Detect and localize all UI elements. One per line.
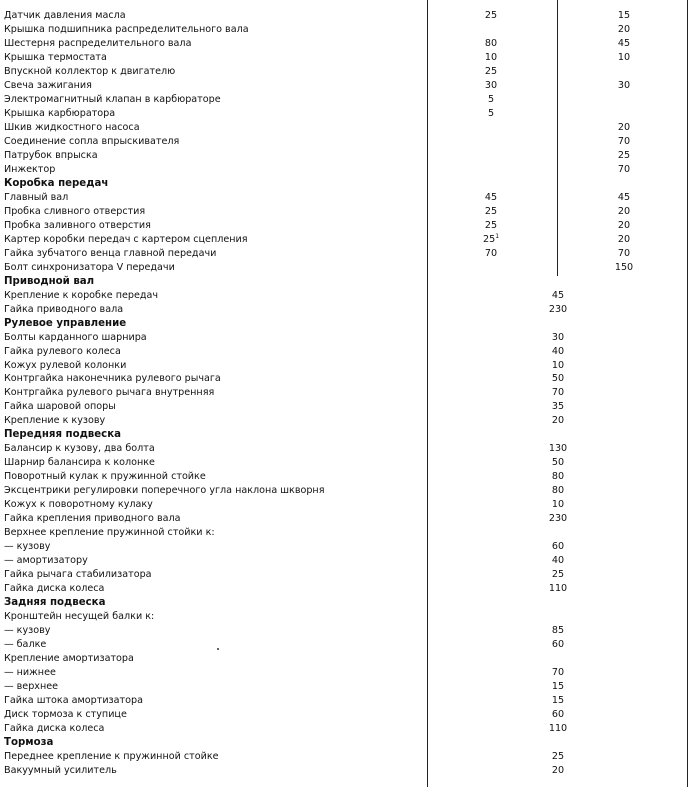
row-label: Крышка термостата: [4, 51, 107, 63]
row-label: Переднее крепление к пружинной стойке: [4, 750, 219, 762]
table-row: [0, 652, 690, 666]
row-label: Контргайка наконечника рулевого рычага: [4, 373, 221, 385]
value-col-1: 30: [484, 79, 498, 91]
section-header: [0, 317, 690, 331]
section-header: [0, 177, 690, 191]
value-merged: 25: [551, 750, 565, 762]
table-row: [0, 400, 690, 414]
value-col-2: 30: [617, 79, 631, 91]
table-row: [0, 9, 690, 23]
value-col-1: $25^1$: [482, 232, 500, 245]
table-row: [0, 65, 690, 79]
section-header: [0, 736, 690, 750]
value-col-2: 70: [617, 163, 631, 175]
section-header: [0, 428, 690, 442]
row-label: Шарнир балансира к колонке: [4, 457, 155, 469]
row-label: Инжектор: [4, 163, 56, 175]
row-label: Соединение сопла впрыскивателя: [4, 135, 180, 147]
row-label: — верхнее: [4, 681, 59, 693]
table-row: [0, 540, 690, 554]
row-label: Датчик давления масла: [4, 10, 126, 21]
table-row: [0, 386, 690, 400]
stray-dot: [217, 648, 219, 650]
row-label: Кожух рулевой колонки: [4, 359, 127, 371]
table-row: [0, 582, 690, 596]
value-merged: 60: [551, 709, 565, 720]
row-label: Болты карданного шарнира: [4, 331, 147, 343]
value-col-2: 70: [617, 135, 631, 147]
table-row: [0, 610, 690, 624]
row-label: — балке: [4, 639, 47, 651]
row-label: Гайка крепления приводного вала: [4, 513, 181, 525]
table-row: [0, 624, 690, 638]
table-row: [0, 554, 690, 568]
row-label: Свеча зажигания: [4, 79, 92, 91]
section-header: [0, 596, 690, 610]
row-label: Вакуумный усилитель: [4, 764, 117, 776]
table-row: [0, 51, 690, 65]
row-label: — кузову: [4, 625, 51, 637]
row-label: Шестерня распределительного вала: [4, 37, 192, 49]
value-col-1: 5: [487, 107, 495, 119]
row-label: Гайка шаровой опоры: [4, 401, 116, 413]
table-row: [0, 107, 690, 121]
row-label: Крепление к коробке передач: [4, 289, 159, 301]
row-label: Гайка рулевого колеса: [4, 345, 121, 357]
section-title: Задняя подвеска: [4, 597, 106, 609]
table-row: [0, 442, 690, 456]
value-merged: 60: [551, 541, 565, 553]
section-header: [0, 275, 690, 289]
table-row: [0, 680, 690, 694]
table-row: [0, 345, 690, 359]
value-col-2: 70: [617, 247, 631, 259]
row-label: Кронштейн несущей балки к:: [4, 611, 155, 623]
row-label: Болт синхронизатора V передачи: [4, 261, 175, 273]
value-merged: 110: [548, 583, 568, 595]
value-merged: 80: [551, 485, 565, 497]
table-row: [0, 764, 690, 778]
value-merged: 50: [551, 457, 565, 469]
value-col-1: 80: [484, 37, 498, 49]
table-row: [0, 37, 690, 51]
table-row: [0, 498, 690, 512]
value-col-1: 25: [484, 205, 498, 217]
value-merged: 110: [548, 722, 568, 734]
table-row: [0, 79, 690, 93]
row-label: Поворотный кулак к пружинной стойке: [4, 471, 206, 483]
value-merged: 40: [551, 555, 565, 567]
value-merged: 15: [551, 695, 565, 707]
value-merged: 230: [548, 513, 568, 525]
table-row: [0, 331, 690, 345]
table-row: [0, 456, 690, 470]
value-merged: 80: [551, 471, 565, 483]
section-title: Рулевое управление: [4, 317, 127, 329]
value-merged: 20: [551, 764, 565, 776]
value-col-1: 25: [484, 10, 498, 21]
row-label: Электромагнитный клапан в карбюраторе: [4, 93, 221, 105]
value-col-2: 20: [617, 205, 631, 217]
value-merged: 25: [551, 569, 565, 581]
row-label: Крышка карбюратора: [4, 107, 116, 119]
table-row: [0, 247, 690, 261]
table-row: [0, 484, 690, 498]
table-row: [0, 372, 690, 386]
row-label: Крепление амортизатора: [4, 653, 134, 665]
value-col-2: 25: [617, 149, 631, 161]
table-row: [0, 121, 690, 135]
table-row: [0, 638, 690, 652]
table-row: [0, 135, 690, 149]
table-row: [0, 512, 690, 526]
value-merged: 20: [551, 415, 565, 427]
row-label: Балансир к кузову, два болта: [4, 443, 155, 455]
value-col-1: 25: [484, 219, 498, 231]
value-merged: 45: [551, 289, 565, 301]
row-label: — нижнее: [4, 667, 56, 679]
row-label: Гайка диска колеса: [4, 722, 105, 734]
table-row: [0, 205, 690, 219]
table-row: [0, 708, 690, 722]
table-row: [0, 666, 690, 680]
table-row: [0, 722, 690, 736]
row-label: Гайка зубчатого венца главной передачи: [4, 247, 217, 259]
row-label: Крепление к кузову: [4, 415, 106, 427]
table-row: [0, 694, 690, 708]
row-label: Главный вал: [4, 191, 69, 203]
value-merged: 35: [551, 401, 565, 413]
footnote-mark: 1: [495, 232, 500, 240]
section-title: Тормоза: [4, 736, 54, 748]
row-label: Верхнее крепление пружинной стойки к:: [4, 527, 215, 539]
value-merged: 230: [548, 303, 568, 315]
value-merged: 130: [548, 443, 568, 455]
table-row: [0, 568, 690, 582]
row-label: Диск тормоза к ступице: [4, 709, 127, 720]
row-label: Крышка подшипника распределительного вала: [4, 23, 249, 35]
value-merged: 50: [551, 373, 565, 385]
table-row: [0, 470, 690, 484]
value-col-1: 45: [484, 191, 498, 203]
section-title: Передняя подвеска: [4, 429, 121, 441]
value-col-2: 45: [617, 191, 631, 203]
row-label: Гайка приводного вала: [4, 303, 124, 315]
table-row: [0, 303, 690, 317]
table-row: [0, 149, 690, 163]
value-col-2: 15: [617, 10, 631, 21]
value-col-1: 5: [487, 93, 495, 105]
table-row: [0, 93, 690, 107]
value-col-2: 20: [617, 121, 631, 133]
table-row: [0, 23, 690, 37]
row-label: Шкив жидкостного насоса: [4, 121, 140, 133]
table-row: [0, 359, 690, 373]
value-col-1: 10: [484, 51, 498, 63]
row-label: Гайка штока амортизатора: [4, 695, 143, 707]
table-row: [0, 191, 690, 205]
row-label: Кожух к поворотному кулаку: [4, 499, 153, 511]
row-label: Эксцентрики регулировки поперечного угла наклона шкворня: [4, 485, 325, 497]
value-merged: 10: [551, 499, 565, 511]
table-row: [0, 750, 690, 764]
value-merged: 85: [551, 625, 565, 637]
value-merged: 40: [551, 345, 565, 357]
table-row: [0, 163, 690, 177]
value-col-2: 45: [617, 37, 631, 49]
value-merged: 10: [551, 359, 565, 371]
row-label: — кузову: [4, 541, 51, 553]
row-label: Пробка сливного отверстия: [4, 205, 146, 217]
table-row: [0, 289, 690, 303]
value-col-2: 150: [614, 261, 634, 273]
value-merged: 15: [551, 681, 565, 693]
row-label: Пробка заливного отверстия: [4, 219, 151, 231]
value-col-1: 70: [484, 247, 498, 259]
table-row: [0, 233, 690, 247]
row-label: Патрубок впрыска: [4, 149, 98, 161]
value-merged: 60: [551, 639, 565, 651]
table-row: [0, 526, 690, 540]
row-label: Картер коробки передач с картером сцепления: [4, 233, 248, 245]
row-label: Впускной коллектор к двигателю: [4, 65, 176, 77]
section-title: Коробка передач: [4, 177, 109, 189]
table-row: [0, 414, 690, 428]
value-col-2: 10: [617, 51, 631, 63]
row-label: Гайка диска колеса: [4, 583, 105, 595]
row-label: Контргайка рулевого рычага внутренняя: [4, 387, 215, 399]
value-col-2: 20: [617, 219, 631, 231]
row-label: Гайка рычага стабилизатора: [4, 569, 152, 581]
value-merged: 70: [551, 667, 565, 679]
row-label: — амортизатору: [4, 555, 88, 567]
value-merged: 30: [551, 331, 565, 343]
section-title: Приводной вал: [4, 275, 95, 287]
table-row: [0, 261, 690, 275]
table-row: [0, 219, 690, 233]
value-col-2: 20: [617, 23, 631, 35]
value-col-1: 25: [484, 65, 498, 77]
value-merged: 70: [551, 387, 565, 399]
value-col-2: 20: [617, 233, 631, 245]
